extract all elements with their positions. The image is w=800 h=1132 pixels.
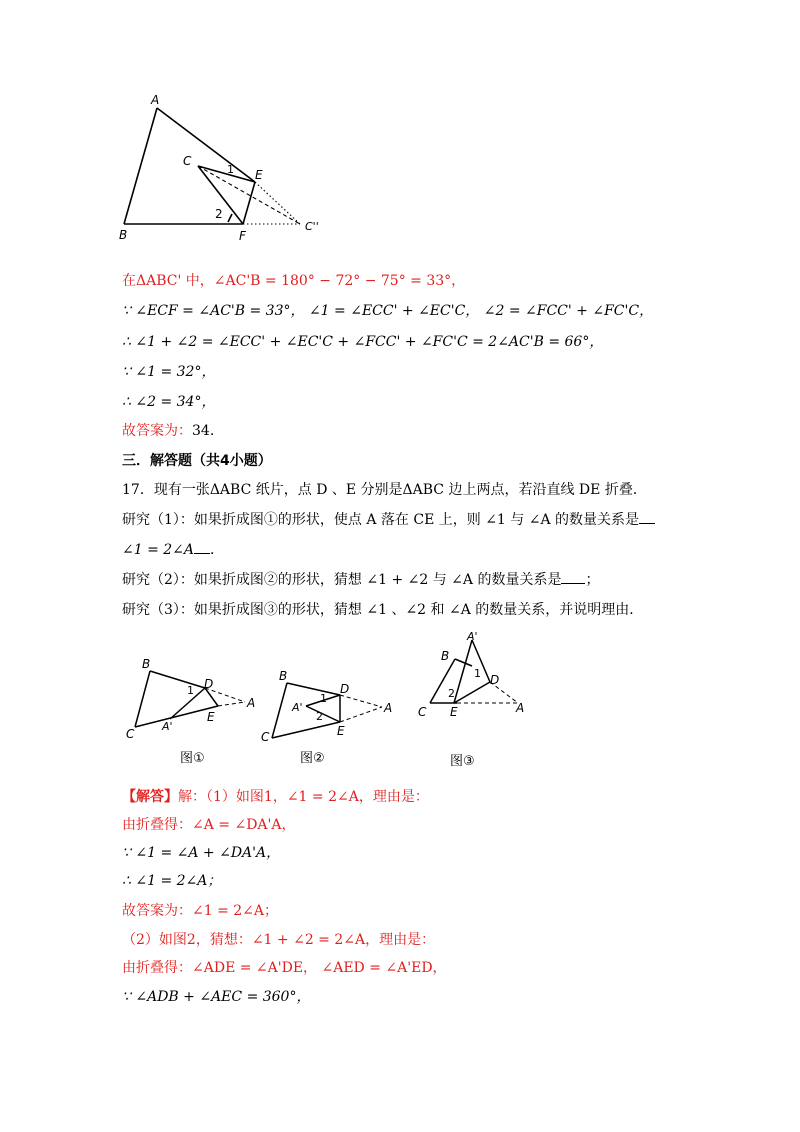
- section-title: 三．解答题（共4小题）: [122, 453, 272, 469]
- fig3-angle-2: 2: [448, 687, 455, 700]
- answer17-line-2: 由折叠得：∠A = ∠DA'A，: [122, 817, 296, 833]
- part1-text: 研究（1）：如果折成图①的形状，使点 A 落在 CE 上，则 ∠1 与 ∠A 的数量关系是: [122, 512, 640, 528]
- label-B: B: [119, 228, 128, 242]
- answer-value: 34.: [192, 423, 215, 439]
- fig1-Aprime: A': [162, 720, 173, 733]
- answer-label: 故答案为：: [122, 423, 192, 439]
- fig1-C: C: [126, 727, 135, 741]
- answer17-line-8: ∵ ∠ADB + ∠AEC = 360°，: [122, 989, 311, 1005]
- fig2-C: C: [261, 730, 270, 744]
- answer17-line-5: 故答案为：∠1 = 2∠A；: [122, 903, 279, 919]
- fig3-angle-1: 1: [474, 667, 481, 680]
- fig3-D: D: [490, 673, 500, 687]
- solution-line-5: ∴ ∠2 = 34°，: [122, 394, 216, 410]
- fig1-A: A: [247, 696, 256, 710]
- answer17-line-4: ∴ ∠1 = 2∠A；: [122, 873, 222, 889]
- figure-3-caption: 图③: [450, 754, 475, 769]
- fig3-E: E: [450, 705, 458, 719]
- fig2-A: A: [384, 701, 393, 715]
- fig3-B: B: [441, 649, 450, 663]
- label-A: A: [151, 93, 160, 107]
- figure-2-caption: 图②: [300, 751, 325, 766]
- fig2-D: D: [340, 682, 350, 696]
- solution-line-4: ∵ ∠1 = 32°，: [122, 364, 216, 380]
- answer17-tag: 【解答】: [122, 789, 178, 805]
- label-angle-1: 1: [227, 163, 234, 176]
- answer17-text-1: 解：（1）如图1，∠1 = 2∠A，理由是：: [178, 789, 429, 805]
- solution-line-1: 在ΔABC' 中，∠AC'B = 180° − 72° − 75° = 33°，: [122, 273, 466, 289]
- fig2-Aprime: A': [292, 701, 303, 714]
- fig2-B: B: [279, 669, 288, 683]
- fig2-E: E: [337, 724, 345, 738]
- part2-text: 研究（2）：如果折成图②的形状，猜想 ∠1 + ∠2 与 ∠A 的数量关系是: [122, 572, 562, 588]
- fig1-E: E: [207, 710, 215, 724]
- figure-1-caption: 图①: [180, 751, 205, 766]
- label-F: F: [239, 229, 246, 243]
- fig3-A: A: [516, 701, 525, 715]
- label-angle-2: 2: [215, 207, 223, 221]
- answer17-line-1: [122, 787, 429, 807]
- figure-3: [430, 640, 490, 703]
- fig1-D: D: [204, 677, 214, 691]
- label-Cpp: C'': [305, 220, 319, 233]
- fig1-B: B: [142, 657, 151, 671]
- answer17-line-7: 由折叠得：∠ADE = ∠A'DE， ∠AED = ∠A'ED，: [122, 960, 447, 976]
- label-E: E: [255, 168, 263, 182]
- figure-2: [272, 683, 340, 738]
- fig3-C: C: [418, 705, 427, 719]
- answer17-line-6: （2）如图2，猜想：∠1 + ∠2 = 2∠A，理由是：: [122, 932, 436, 948]
- part1-answer: ∠1 = 2∠A: [122, 542, 195, 558]
- label-C: C: [183, 154, 192, 168]
- fig2-angle-1: 1: [320, 692, 327, 705]
- fig3-Aprime: A': [467, 630, 478, 643]
- solution-line-3: ∴ ∠1 + ∠2 = ∠ECC' + ∠EC'C + ∠FCC' + ∠FC'C = 2∠AC'B = 66°，: [122, 334, 604, 350]
- fig1-angle-1: 1: [187, 684, 194, 697]
- problem-17-part1-answer: ∠1 = 2∠A ．: [122, 542, 225, 558]
- problem-17-part3: 研究（3）：如果折成图③的形状，猜想 ∠1 、∠2 和 ∠A 的数量关系，并说明理由．: [122, 602, 644, 618]
- fig2-angle-2: 2: [316, 710, 323, 723]
- part2-end: ；: [585, 572, 600, 588]
- solution-line-2: ∵ ∠ECF = ∠AC'B = 33°， ∠1 = ∠ECC' + ∠EC'C， ∠2 = ∠FCC' + ∠FC'C，: [122, 303, 654, 319]
- problem-17-statement: 17．现有一张ΔABC 纸片，点 D 、E 分别是ΔABC 边上两点，若沿直线 DE 折叠．: [122, 482, 647, 498]
- answer17-line-3: ∵ ∠1 = ∠A + ∠DA'A，: [122, 845, 281, 861]
